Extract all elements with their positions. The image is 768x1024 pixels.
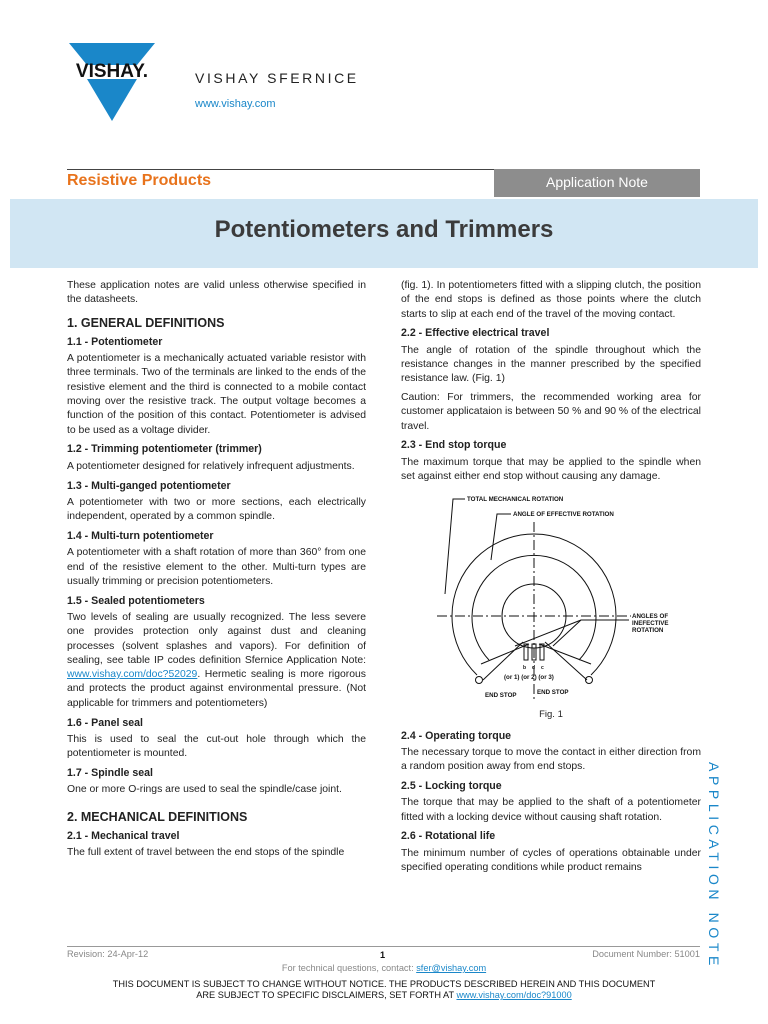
heading-mechanical-definitions: 2. MECHANICAL DEFINITIONS xyxy=(67,809,248,824)
right-column xyxy=(401,279,701,880)
revision: Revision: 24-Apr-12 xyxy=(67,949,149,959)
left-column xyxy=(67,279,366,865)
contact-prefix: For technical questions, contact: xyxy=(281,963,417,973)
paragraph-1-2: A potentiometer designed for relatively infrequent adjustments. xyxy=(67,460,355,472)
label-terminals: (or 1) (or 2) (or 3) xyxy=(504,674,554,682)
subheading-2-3: 2.3 - End stop torque xyxy=(401,439,507,452)
side-label xyxy=(700,762,726,972)
paragraph-2-3: The maximum torque that may be applied to the spindle when set against either end stop without causing any damage. xyxy=(401,456,701,483)
paragraph-2-4: The necessary torque to move the contact in either direction from a random position away from end stops. xyxy=(401,746,701,773)
label-inefective-2: INEFECTIVE xyxy=(632,620,669,628)
figure-caption: Fig. 1 xyxy=(539,709,563,721)
paragraph-2-5: The torque that may be applied to the shaft of a potentiometer fitted with a locking device without causing shaft rotation. xyxy=(401,797,701,823)
doc-type-label: Application Note xyxy=(546,174,648,190)
disclaimer-link[interactable]: www.vishay.com/doc?91000 xyxy=(456,990,572,1000)
paragraph-2-1: The full extent of travel between the end stops of the spindle xyxy=(67,847,345,859)
subheading-2-2: 2.2 - Effective electrical travel xyxy=(401,327,550,340)
paragraph-2-2-caution: Caution: For trimmers, the recommended working area for customer applicataion is between 50 % and 90 % of the electrical travel. xyxy=(401,392,701,432)
title-band xyxy=(10,199,758,268)
label-end-stop-right: END STOP xyxy=(537,689,569,697)
label-end-stop-left: END STOP xyxy=(485,692,517,700)
paragraph-1-7: One or more O-rings are used to seal the spindle/case joint. xyxy=(67,784,342,796)
footer-rule xyxy=(67,946,700,947)
subheading-1-2: 1.2 - Trimming potentiometer (trimmer) xyxy=(67,443,262,456)
label-terminal-d: d xyxy=(532,665,536,672)
paragraph-1-1: A potentiometer is a mechanically actuated variable resistor with three terminals. Two of the terminals are linked to the ends of the resistive element and the third is connected to a mobile contact moving over the resistive track. The output voltage becomes a function of the position of this contact. Potentiometer is advised to be used as a voltage divider. xyxy=(67,353,366,436)
section-label: Resistive Products xyxy=(67,172,212,189)
subheading-1-4: 1.4 - Multi-turn potentiometer xyxy=(67,529,214,542)
contact-email-link[interactable]: sfer@vishay.com xyxy=(416,963,487,973)
page-number: 1 xyxy=(380,950,386,960)
paragraph-1-3: A potentiometer with two or more sections, each electrically independent, operated by a common spindle. xyxy=(67,496,366,523)
logo-text: VISHAY. xyxy=(75,61,149,82)
doc-type-badge xyxy=(494,169,700,197)
label-inefective-3: ROTATION xyxy=(632,627,664,635)
subheading-1-1: 1.1 - Potentiometer xyxy=(67,335,163,348)
disclaimer-line-1: THIS DOCUMENT IS SUBJECT TO CHANGE WITHOUT NOTICE. THE PRODUCTS DESCRIBED HEREIN AND THIS DOCUMENT xyxy=(112,979,656,989)
rotation-diagram xyxy=(431,494,681,704)
disclaimer-line-2 xyxy=(0,990,768,1001)
paragraph-1-5 xyxy=(67,611,366,711)
paragraph-2-2: The angle of rotation of the spindle throughout which the resistance changes in the manner prescribed by the specified resistance law. (Fig. 1) xyxy=(401,344,701,385)
document-number: Document Number: 51001 xyxy=(592,949,700,959)
label-effective-rotation: ANGLE OF EFFECTIVE ROTATION xyxy=(513,511,614,519)
label-inefective-1: ANGLES OF xyxy=(632,613,669,621)
total-rotation-leader xyxy=(445,499,465,594)
subheading-2-4: 2.4 - Operating torque xyxy=(401,729,512,742)
paragraph-1-6: This is used to seal the cut-out hole through which the potentiometer is mounted. xyxy=(67,733,366,760)
paragraph-1-5-a: Two levels of sealing are usually recognized. The less severe one provides protection only against dust and cleaning processes (solvent splashes and vapors). For definition of sealing, see table IP codes definition Sfernice Application Note: xyxy=(67,611,366,666)
disclaimer-prefix: ARE SUBJECT TO SPECIFIC DISCLAIMERS, SET FORTH AT xyxy=(196,990,457,1000)
ip-codes-link[interactable]: www.vishay.com/doc?52029 xyxy=(67,669,198,681)
label-terminal-b: b xyxy=(523,665,527,672)
effective-rotation-leader xyxy=(491,514,511,560)
side-label-text: APPLICATION NOTE xyxy=(706,762,722,970)
paragraph-2-1-cont: (fig. 1). In potentiometers fitted with a slipping clutch, the position of the end stops is defined as those points where the clutch starts to slip at each end of the travel of the moving contact. xyxy=(401,280,701,320)
company-name: VISHAY SFERNICE xyxy=(195,70,359,86)
label-terminal-c: c xyxy=(541,665,544,672)
heading-general-definitions: 1. GENERAL DEFINITIONS xyxy=(67,315,225,330)
paragraph-1-5-b: . Hermetic sealing is more rigorous and protects the product against environmental pressure. (Not applicable for trimmers and potentiometers) xyxy=(67,669,366,709)
subheading-1-6: 1.6 - Panel seal xyxy=(67,716,143,729)
label-total-rotation: TOTAL MECHANICAL ROTATION xyxy=(467,496,564,504)
paragraph-2-6: The minimum number of cycles of operations obtainable under specified operating conditions while product remains xyxy=(401,847,701,874)
website-link[interactable]: www.vishay.com xyxy=(195,98,276,110)
end-stop-left-mark xyxy=(476,677,483,684)
paragraph-1-4: A potentiometer with a shaft rotation of more than 360° from one end of the resistive element to the other. Multi-turn types are usually trimming or precision potentiometers. xyxy=(67,547,366,587)
subheading-1-3: 1.3 - Multi-ganged potentiometer xyxy=(67,479,231,492)
subheading-1-7: 1.7 - Spindle seal xyxy=(67,766,153,779)
subheading-1-5: 1.5 - Sealed potentiometers xyxy=(67,594,205,607)
page-title: Potentiometers and Trimmers xyxy=(214,216,554,243)
subheading-2-1: 2.1 - Mechanical travel xyxy=(67,829,180,842)
vishay-logo xyxy=(67,43,157,121)
subheading-2-6: 2.6 - Rotational life xyxy=(401,830,496,843)
intro-paragraph: These application notes are valid unless otherwise specified in the datasheets. xyxy=(67,280,366,306)
contact-line xyxy=(0,963,768,973)
subheading-2-5: 2.5 - Locking torque xyxy=(401,780,502,793)
